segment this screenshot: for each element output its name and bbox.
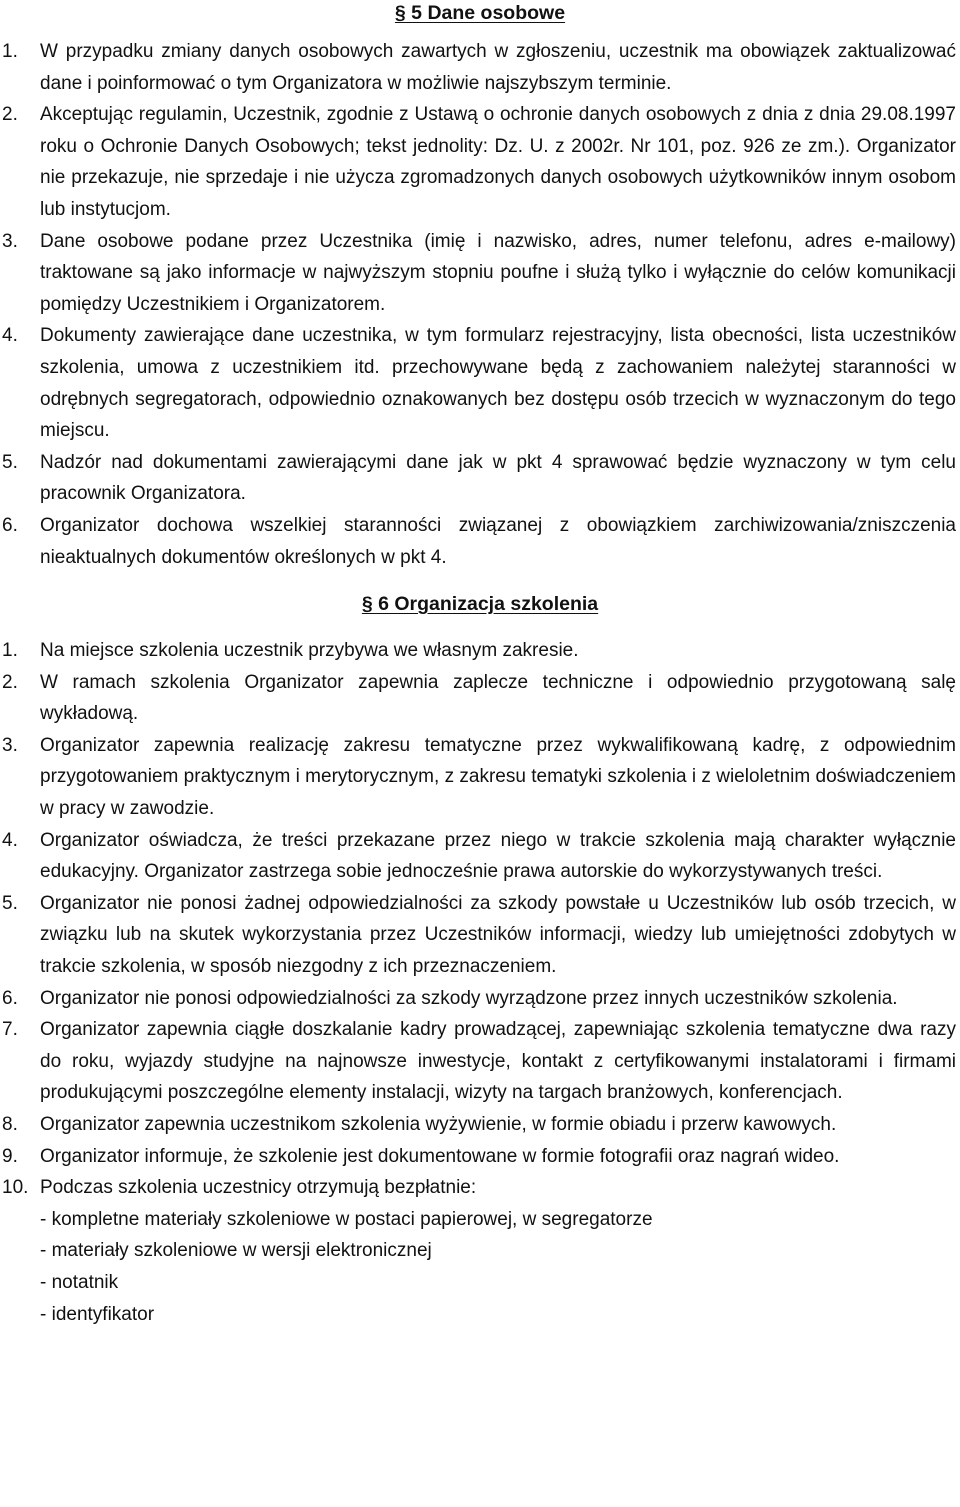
list-item	[0, 99, 960, 225]
list-item	[0, 1141, 960, 1173]
list-item	[0, 730, 960, 825]
item-number: 3.	[2, 230, 18, 252]
sub-item: - identyfikator	[40, 1303, 155, 1325]
item-text: Podczas szkolenia uczestnicy otrzymują bezpłatnie:	[40, 1177, 477, 1199]
item-number: 3.	[2, 734, 18, 756]
item-text: Organizator zapewnia realizację zakresu tematyczne przez wykwalifikowaną kadrę, z odpowiednim przygotowaniem praktycznym i merytorycznym, z zakresu tematyki szkolenia i z wieloletnim doświadczeniem w pracy w zawodzie.	[40, 734, 956, 820]
item-number: 8.	[2, 1114, 18, 1135]
section-6-title: § 6 Organizacja szkolenia	[361, 593, 599, 616]
item-number: 2.	[2, 104, 18, 126]
item-text: Organizator zapewnia ciągłe doszkalanie kadry prowadzącej, zapewniając szkolenia tematyczne dwa razy do roku, wyjazdy studyjne na najnowsze inwestycje, kontakt z certyfikowanymi instalatorami i firmami produkującymi poszczególne elementy instalacji, wizyty na targach branżowych, konferencjach.	[40, 1019, 956, 1104]
list-item	[0, 1109, 960, 1141]
section-6-list	[0, 635, 960, 1330]
sub-item: - kompletne materiały szkoleniowe w postaci papierowej, w segregatorze	[40, 1208, 653, 1230]
item-number: 5.	[2, 451, 18, 473]
item-number: 5.	[2, 892, 18, 914]
list-item	[0, 510, 960, 573]
list-item	[0, 888, 960, 983]
item-number: 1.	[2, 640, 18, 662]
item-text: Organizator oświadcza, że treści przekazane przez niego w trakcie szkolenia mają charakter wyłącznie edukacyjny. Organizator zastrzega sobie jednocześnie prawa autorskie do wykorzystywanych treści.	[40, 829, 956, 883]
item-number: 9.	[2, 1145, 18, 1167]
item-number: 7.	[2, 1019, 18, 1041]
list-item	[0, 1014, 960, 1109]
list-item	[0, 667, 960, 730]
item-number: 2.	[2, 671, 18, 693]
list-item	[0, 983, 960, 1015]
list-item	[0, 635, 960, 667]
item-text: Na miejsce szkolenia uczestnik przybywa we własnym zakresie.	[40, 640, 579, 662]
sub-item: - notatnik	[40, 1271, 119, 1293]
item-number: 4.	[2, 325, 18, 347]
sub-item: - materiały szkoleniowe w wersji elektronicznej	[40, 1240, 432, 1262]
item-text: W ramach szkolenia Organizator zapewnia zaplecze techniczne i odpowiednio przygotowaną salę wykładową.	[40, 671, 956, 725]
item-number: 10.	[2, 1177, 29, 1199]
item-text: Organizator nie ponosi odpowiedzialności za szkody wyrządzone przez innych uczestników szkolenia.	[40, 987, 898, 1009]
section-5-list	[0, 36, 960, 573]
list-item	[0, 1172, 960, 1330]
list-item	[0, 825, 960, 888]
item-text: Dokumenty zawierające dane uczestnika, w tym formularz rejestracyjny, lista obecności, lista uczestników szkolenia, umowa z uczestnikiem itd. przechowywane będą z zachowaniem należytej staranności w odrębnych segregatorach, odpowiednio oznakowanych bez dostępu osób trzecich w wyznaczonym do tego miejscu.	[40, 325, 956, 442]
item-text: Organizator dochowa wszelkiej staranności związanej z obowiązkiem zarchiwizowania/zniszczenia nieaktualnych dokumentów określonych w pkt 4.	[40, 514, 956, 568]
item-number: 1.	[2, 41, 18, 62]
item-text: Organizator nie ponosi żadnej odpowiedzialności za szkody powstałe u Uczestników lub osób trzecich, w związku lub na skutek wykorzystania przez Uczestników informacji, wiedzy lub umiejętności zdobytych w trakcie szkolenia, w sposób niezgodny z ich przeznaczeniem.	[40, 892, 956, 978]
item-text: Nadzór nad dokumentami zawierającymi dane jak w pkt 4 sprawować będzie wyznaczony w tym celu pracownik Organizatora.	[40, 451, 956, 505]
list-item	[0, 36, 960, 99]
item-text: Organizator zapewnia uczestnikom szkolenia wyżywienie, w formie obiadu i przerw kawowych.	[40, 1114, 837, 1135]
list-item	[0, 447, 960, 510]
item-text: Akceptując regulamin, Uczestnik, zgodnie z Ustawą o ochronie danych osobowych z dnia z dnia 29.08.1997 roku o Ochronie Danych Osobowych; tekst jednolity: Dz. U. z 2002r. Nr 101, poz. 926 ze zm.). Organizator nie przekazuje, nie sprzedaje i nie użycza zgromadzonych danych osobowych użytkowników innym osobom lub instytucjom.	[40, 104, 956, 220]
item-number: 6.	[2, 514, 18, 536]
item-number: 6.	[2, 987, 18, 1009]
item-text: Organizator informuje, że szkolenie jest dokumentowane w formie fotografii oraz nagrań wideo.	[40, 1145, 840, 1167]
item-text: Dane osobowe podane przez Uczestnika (imię i nazwisko, adres, numer telefonu, adres e-mailowy) traktowane są jako informacje w najwyższym stopniu poufne i służą tylko i wyłącznie do celów komunikacji pomiędzy Uczestnikiem i Organizatorem.	[40, 230, 956, 315]
list-item	[0, 320, 960, 446]
section-5-title: § 5 Dane osobowe	[394, 2, 566, 24]
list-item	[0, 226, 960, 321]
item-text: W przypadku zmiany danych osobowych zawartych w zgłoszeniu, uczestnik ma obowiązek zaktualizować dane i poinformować o tym Organizatora w możliwie najszybszym terminie.	[40, 41, 956, 94]
item-number: 4.	[2, 829, 18, 851]
